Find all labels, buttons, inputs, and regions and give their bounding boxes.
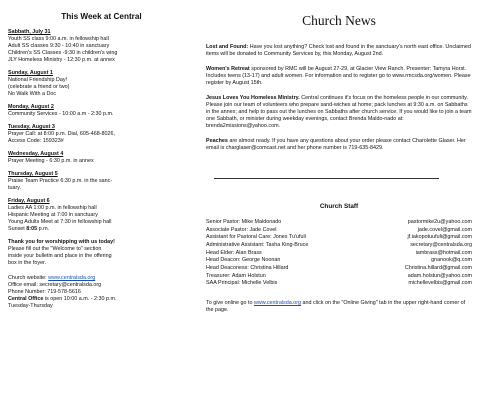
staff-email: iambrass@hotmail.com: [415, 249, 472, 256]
day-wednesday: [8, 151, 183, 165]
contact-footer: [8, 275, 183, 310]
staff-email: jade.covel@gmail.com: [417, 226, 472, 233]
giving-prefix: To give online go to: [206, 300, 254, 307]
staff-email: adam.holstun@yahoo.com: [407, 272, 472, 279]
event-line: Young Adults Meet at 7:30 in fellowship hall: [8, 219, 112, 225]
event-line: Adult SS classes 9:30 - 10:40 in sanctuary: [8, 42, 110, 49]
day-monday: [8, 104, 183, 118]
day-thursday: [8, 171, 183, 192]
phone-number: Phone Number: 719-578-5616: [8, 289, 81, 296]
event-line: Hispanic Meeting at 7:00 in sanctuary: [8, 211, 98, 218]
staff-row: [206, 257, 472, 265]
staff-email: gnanook@q.com: [431, 257, 472, 264]
news-text: are almost ready. If you have any questions about your order please contact Charolette Glaser. Her email is charglaser@comcast.net and her phone number is 719-635-8429.: [206, 137, 466, 151]
day-heading: Tuesday, August 3: [8, 123, 55, 130]
news-text: sponsored by RMC will be August 27-29, at Glacier View Ranch. Presenter: Tamyra Horst. Includes teens (13-17) and adult women. For information and to register go to www.rmcsda.org/women. Please register by August 15th.: [206, 65, 471, 86]
event-line: Prayer Meeting - 6:30 p.m. in annex: [8, 157, 94, 164]
staff-role: Treasurer: Adam Holstun: [206, 272, 266, 279]
staff-email: jf.iakopotuufuli@gmail.com: [407, 234, 472, 241]
weekly-schedule-title: This Week at Central: [61, 12, 142, 21]
news-lead: Lost and Found:: [206, 43, 249, 50]
day-heading: Wednesday, August 4: [8, 150, 64, 157]
welcome-line: Please fill out the "Welcome to" section: [8, 246, 102, 253]
staff-row: [206, 227, 472, 235]
day-heading: Sunday, August 1: [8, 69, 53, 76]
news-homeless-ministry: [206, 95, 472, 130]
day-friday: [8, 198, 183, 233]
staff-row: [206, 273, 472, 281]
news-text: Central continues it's focus on the homeless people in our community. Please join our team of volunteers who prepare sand-wiches at home; pack lunches at 9:30 a.m. on Sabbaths in the annex; and help to pass out the lunches on Sabbaths after church service. If you would like to join a team one Sabbath, or minister during weekday evenings, contact Brenda Maldo-nado at: brenda2missions@yahoo.com.: [206, 94, 472, 129]
section-divider: [214, 178, 439, 179]
staff-role: Head Deacon: George Noonan: [206, 257, 281, 264]
sunset-time: 8:05: [26, 226, 38, 233]
staff-email: pastormike2u@yahoo.com: [407, 219, 472, 226]
staff-email: Christina.hillard@gmail.com: [404, 265, 472, 272]
staff-role: SAA Principal: Michelle Velbis: [206, 280, 278, 287]
welcome-heading: Thank you for worshipping with us today!: [8, 239, 115, 246]
event-line: National Friendship Day!: [8, 76, 68, 83]
sunset-label: Sunset: [8, 226, 27, 233]
office-hours-text: is open 10:00 a.m. - 2:30 p.m.: [43, 296, 117, 303]
staff-role: Assistant for Pastoral Care: Jones Tu'ufuli: [206, 234, 306, 241]
welcome-line: box in the foyer.: [8, 260, 47, 267]
news-peaches: [206, 138, 472, 152]
weekly-schedule-column: [8, 12, 183, 310]
event-line: No Walk With a Doc: [8, 90, 57, 97]
day-heading: Friday, August 6: [8, 197, 50, 204]
church-news-column: [206, 12, 472, 314]
day-sabbath: [8, 29, 183, 64]
day-sunday: [8, 70, 183, 98]
news-lost-and-found: [206, 44, 472, 58]
staff-role: Associate Pastor: Jade Covel: [206, 226, 277, 233]
office-email: Office email: secretary@centralsda.org: [8, 282, 102, 289]
event-line: Access Code: 159323#: [8, 137, 64, 144]
giving-link[interactable]: www.centralsda.org: [253, 300, 301, 307]
event-line: Ladies AA 1:00 p.m. in fellowship hall: [8, 204, 97, 211]
day-heading: Monday, August 2: [8, 103, 54, 110]
staff-email: secretary@centralsda.org: [410, 242, 472, 249]
church-staff-title: Church Staff: [319, 202, 359, 210]
welcome-line: inside your bulletin and place in the offering: [8, 253, 112, 260]
staff-row: [206, 242, 472, 250]
website-link[interactable]: www.centralsda.org: [48, 275, 96, 282]
staff-list: [206, 219, 472, 288]
news-lead: Women's Retreat: [206, 65, 250, 72]
staff-role: Administrative Assistant: Tasha King-Bruce: [206, 242, 309, 249]
sunset-line: [8, 226, 183, 233]
event-line: Youth SS class 9:00 a.m. in fellowship hall: [8, 35, 109, 42]
welcome-note: [8, 239, 183, 267]
staff-row: [206, 219, 472, 227]
staff-row: [206, 250, 472, 258]
day-heading: Thursday, August 5: [8, 170, 58, 177]
news-text: Have you lost anything? Check lost and found in the sanctuary's north east office. Unclaimed items will be donated to Community Services by, this Monday, August 2nd.: [206, 43, 471, 57]
office-days: Tuesday-Thursday: [8, 303, 53, 310]
staff-row: [206, 265, 472, 273]
staff-role: Head Deaconess: Christina Hillard: [206, 265, 289, 272]
event-line: JLY Homeless Ministry - 12:30 p.m. at annex: [8, 56, 115, 63]
day-heading: Sabbath, July 31: [8, 28, 51, 35]
staff-role: Senior Pastor: Mike Maldonado: [206, 219, 282, 226]
church-news-title: Church News: [302, 13, 376, 28]
news-lead: Peaches: [206, 137, 228, 144]
website-line: [8, 275, 183, 282]
staff-row: [206, 234, 472, 242]
event-line: Prayer Call: at 8:00 p.m. Dial, 605-468-8026,: [8, 130, 115, 137]
website-label: Church website:: [8, 275, 49, 282]
sunset-suffix: p.m.: [37, 226, 50, 233]
office-hours: [8, 296, 183, 303]
staff-role: Head Elder: Alan Brass: [206, 249, 262, 256]
event-line: Praise Team Practice 6:30 p.m. in the sanc-: [8, 177, 113, 184]
day-tuesday: [8, 124, 183, 145]
staff-row: [206, 280, 472, 288]
office-hours-label: Central Office: [8, 296, 44, 303]
news-lead: Jesus Loves You Homeless Ministry.: [206, 94, 300, 101]
event-line: Children's SS Classes -9:30 in children's wing: [8, 49, 118, 56]
event-line: tuary.: [8, 184, 22, 191]
online-giving-note: [206, 300, 472, 314]
staff-email: michellevelbis@gmail.com: [408, 280, 472, 287]
news-womens-retreat: [206, 66, 472, 87]
event-line: Community Services - 10:00 a.m - 2:30 p.m.: [8, 110, 114, 117]
event-line: (celebrate a friend or two): [8, 83, 70, 90]
giving-suffix: and click on the "Online Giving" tab in the upper right-hand corner of the page.: [206, 300, 466, 314]
